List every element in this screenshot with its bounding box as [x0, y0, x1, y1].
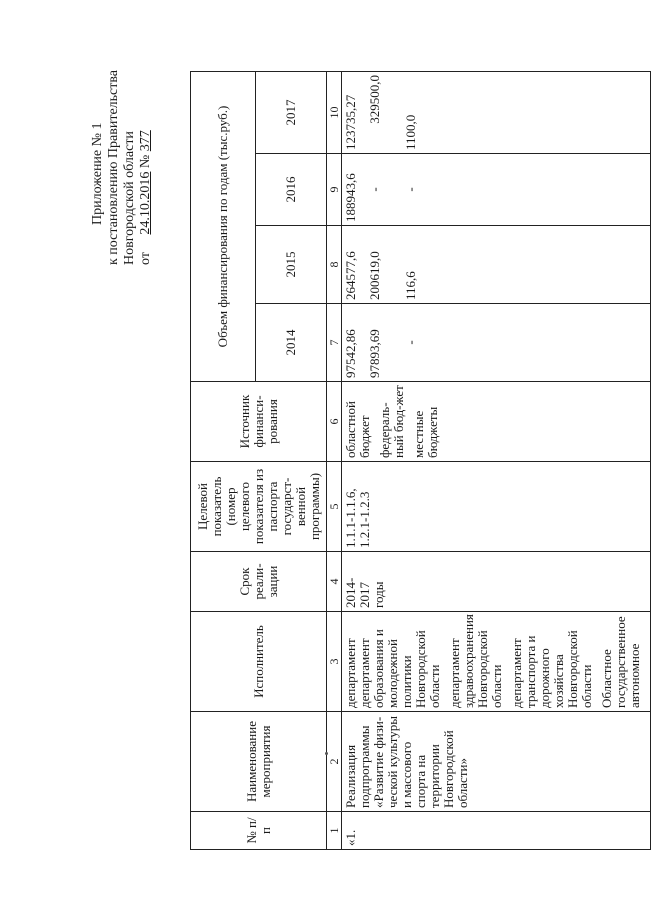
column-numbers-row	[327, 71, 342, 849]
col-number: 9	[327, 154, 342, 226]
amount-value: 329500,0	[367, 74, 382, 124]
col-header-funding: Объем финансирования по годам (тыс.руб.)	[191, 71, 256, 381]
executor-item: Областное государственное автономное	[599, 616, 642, 708]
col-header-2016: 2016	[256, 154, 327, 226]
document-header	[90, 15, 154, 265]
row-number: «1.	[342, 812, 651, 850]
col-header-2017: 2017	[256, 71, 327, 153]
executor-item: департамент	[343, 638, 358, 708]
appendix-reference: к постановлению Правительства	[106, 69, 121, 265]
col-header-target: Целевой показатель (номер целевого показателя из паспорта государст-венной программы)	[191, 462, 327, 552]
col-header-executor: Исполнитель	[191, 612, 327, 712]
amount-value: -	[367, 187, 382, 192]
executor-item: департамент образования и молодежной политики Новгородской области	[357, 629, 442, 708]
source-item: федераль-ный бюд-жет	[377, 385, 406, 458]
decree-number: 377	[138, 130, 153, 152]
table-row	[342, 71, 651, 849]
amount-value: 1100,0	[403, 114, 418, 150]
funding-table	[190, 71, 651, 850]
col-number: 7	[327, 304, 342, 382]
col-number: 2	[327, 712, 342, 812]
funding-2016	[342, 154, 651, 226]
col-number: 4	[327, 552, 342, 612]
appendix-title: Приложение № 1	[90, 122, 105, 225]
col-header-source: Источник финанси-рования	[191, 382, 327, 462]
col-number: 8	[327, 226, 342, 304]
col-number: 3	[327, 612, 342, 712]
implementation-term: 2014-2017 годы	[342, 552, 651, 612]
col-number: 1	[327, 812, 342, 850]
number-prefix: №	[138, 154, 153, 169]
amount-value: 97893,69	[367, 329, 382, 378]
scan-speck	[325, 752, 328, 755]
amount-value: 123735,27	[343, 94, 358, 150]
col-header-2015: 2015	[256, 226, 327, 304]
header-row	[191, 71, 256, 849]
source-item: местные бюджеты	[411, 406, 440, 458]
appendix-date-line	[138, 15, 154, 265]
target-indicators: 1.1.1-1.1.6, 1.2.1-1.2.3	[342, 462, 651, 552]
col-header-num: № п/п	[191, 812, 327, 850]
executor-item: департамент транспорта и дорожного хозяйства Новгородской области	[509, 630, 594, 708]
funding-2017	[342, 71, 651, 153]
date-prefix: от	[138, 252, 153, 265]
funding-sources	[342, 382, 651, 462]
appendix-region: Новгородской области	[122, 131, 137, 265]
col-number: 5	[327, 462, 342, 552]
col-number: 10	[327, 71, 342, 153]
source-item: областной бюджет	[343, 401, 372, 458]
executor-item: департамент здравоохранения Новгородской области	[447, 614, 504, 708]
col-number: 6	[327, 382, 342, 462]
amount-value: -	[403, 187, 418, 192]
executor-list	[342, 612, 651, 712]
col-header-2014: 2014	[256, 304, 327, 382]
amount-value: 264577,6	[343, 251, 358, 300]
amount-value: 188943,6	[343, 173, 358, 222]
funding-2015	[342, 226, 651, 304]
amount-value: -	[403, 340, 418, 345]
amount-value: 200619,0	[367, 251, 382, 300]
col-header-term: Срок реали-зации	[191, 552, 327, 612]
funding-2014	[342, 304, 651, 382]
activity-name: Реализация подпрограммы «Развитие физи-ческой культуры и массового спорта на территории Новгородской области»	[342, 712, 651, 812]
amount-value: 97542,86	[343, 329, 358, 378]
decree-date: 24.10.2016	[138, 171, 153, 235]
col-header-name: Наименование мероприятия	[191, 712, 327, 812]
amount-value: 116,6	[403, 271, 418, 300]
